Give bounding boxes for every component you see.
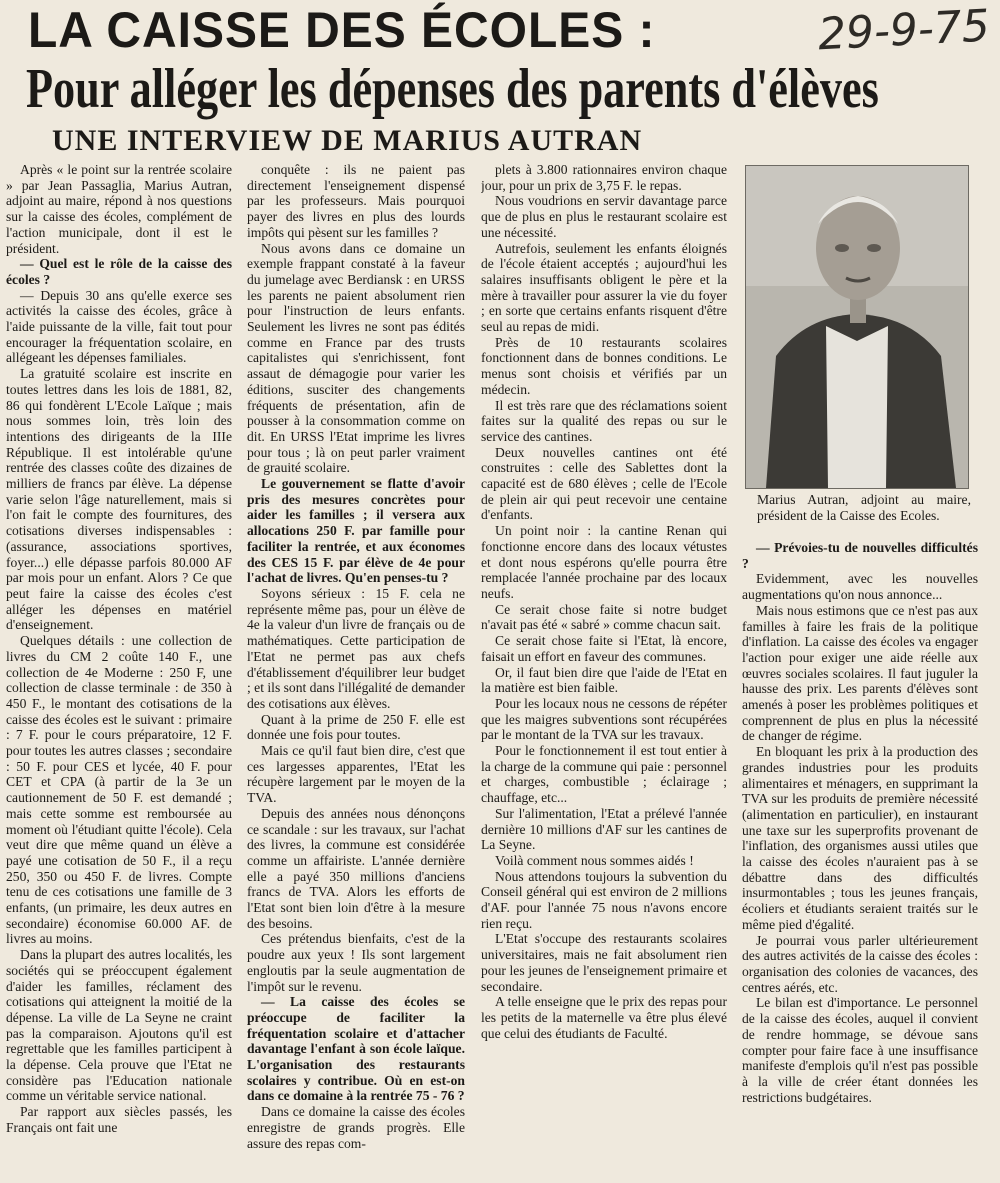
article-column-2 (247, 162, 465, 1180)
article-paragraph: Mais ce qu'il faut bien dire, c'est que ces largesses apparentes, l'Etat les récupère largement par le moyen de la TVA. (247, 743, 465, 806)
article-paragraph: Or, il faut bien dire que l'aide de l'Etat en la matière est bien faible. (481, 664, 727, 696)
article-paragraph: Ce serait chose faite si l'Etat, là encore, faisait un effort en faveur des communes. (481, 633, 727, 664)
article-paragraph: Dans ce domaine la caisse des écoles enregistre de grands progrès. Elle assure des repas com- (247, 1104, 465, 1151)
article-paragraph: Mais nous estimons que ce n'est pas aux familles à faire les frais de la politique d'inflation. La caisse des écoles va engager l'action pour exiger une aide réelle aux œuvres sociales scolaires. Il faut juguler la hausse des prix. Les parents d'élèves sont amenés à poser les problèmes politiques et comprennent de plus en plus la nécessité de changer de régime. (742, 602, 978, 744)
article-column-3 (481, 162, 727, 1180)
photo-caption: Marius Autran, adjoint au maire, président de la Caisse des Ecoles. (757, 492, 971, 523)
interview-question: — Quel est le rôle de la caisse des écoles ? (6, 256, 232, 287)
article-paragraph: Nous voudrions en servir davantage parce que de plus en plus le restaurant scolaire est une nécessité. (481, 193, 727, 240)
article-paragraph: A telle enseigne que le prix des repas pour les petits de la maternelle va être plus élevé que celui des étudiants de Faculté. (481, 994, 727, 1041)
article-paragraph: Autrefois, seulement les enfants éloignés de l'école étaient acceptés ; aujourd'hui les salaires insuffisants obligent le père et la mère à travailler pour assurer la vie du foyer ; en sorte que certains enfants risquent d'être seul au repas de midi. (481, 240, 727, 335)
portrait-illustration (746, 166, 968, 488)
article-paragraph: — Depuis 30 ans qu'elle exerce ses activités la caisse des écoles, grâce à l'aide puissante de la ville, fait tout pour encourager la fréquentation scolaire, en allégeant les dépenses familiales. (6, 287, 232, 366)
article-paragraph: Sur l'alimentation, l'Etat a prélevé l'année dernière 10 millions d'AF sur les cantines de La Seyne. (481, 805, 727, 853)
article-paragraph: Dans la plupart des autres localités, les sociétés qui se préoccupent également d'aider les familles, réclament des cotisations qui atteignent la moitié de la dépense. La ville de La Seyne ne craint pas la comparaison. Ajoutons qu'il est regrettable que les familles participent à la dépense. Cela prouve que l'Etat ne considère pas l'Education nationale comme un véritable service national. (6, 947, 232, 1104)
headline-line-1: LA CAISSE DES ÉCOLES : (28, 2, 656, 58)
portrait-photo (745, 165, 969, 489)
article-paragraph: Soyons sérieux : 15 F. cela ne représente même pas, pour un élève de 4e la valeur d'un livre de français ou de mathématiques. Cette participation de l'Etat ne permet pas aux chefs d'établissement d'équilibrer leur budget ; et ils sont dans l'illégalité de demander des cotisations aux élèves. (247, 585, 465, 711)
article-paragraph: Par rapport aux siècles passés, les Français ont fait une (6, 1104, 232, 1135)
article-paragraph: Ce serait chose faite si notre budget n'avait pas été « sabré » comme chacun sait. (481, 601, 727, 633)
subheadline: UNE INTERVIEW DE MARIUS AUTRAN (52, 124, 643, 157)
article-paragraph: Après « le point sur la rentrée scolaire » par Jean Passaglia, Marius Autran, adjoint au maire, répond à nos questions sur la caisse des écoles, complément de l'action municipale, dont il est le président. (6, 162, 232, 256)
interview-question: Le gouvernement se flatte d'avoir pris des mesures concrètes pour aider les familles ; il versera aux allocations 250 F. par famille pour faciliter la rentrée, et aux économes des CES 15 F. par élève de 4e pour l'achat de livres. Qu'en penses-tu ? (247, 476, 465, 586)
article-paragraph: conquête : ils ne paient pas directement l'enseignement dispensé par les professeurs. Mais pourquoi payer des livres en plus des lourds impôts qui pèsent sur les familles ? (247, 162, 465, 240)
article-paragraph: Deux nouvelles cantines ont été construites : celle des Sablettes dont la capacité est de 680 élèves ; celle de l'Ecole de plein air qui peut recevoir une centaine d'enfants. (481, 444, 727, 523)
article-paragraph: Je pourrai vous parler ultérieurement des autres activités de la caisse des écoles : organisation des colonies de vacances, des centres aérés, etc. (742, 932, 978, 995)
article-column-4 (742, 540, 978, 1180)
article-paragraph: Un point noir : la cantine Renan qui fonctionne encore dans des locaux vétustes et dont nous espérons qu'elle pourra être remplacée l'année prochaine par des locaux neufs. (481, 523, 727, 601)
interview-question: — Prévoies-tu de nouvelles difficultés ? (742, 540, 978, 571)
article-paragraph: Pour les locaux nous ne cessons de répéter que les maigres subventions sont récupérées par le montant de la TVA sur les travaux. (481, 695, 727, 743)
article-paragraph: plets à 3.800 rationnaires environ chaque jour, pour un prix de 3,75 F. le repas. (481, 162, 727, 193)
article-paragraph: Nous attendons toujours la subvention du Conseil général qui est environ de 2 millions d'AF. pour l'année 75 nous n'avons encore rien reçu. (481, 868, 727, 931)
article-paragraph: Le bilan est d'importance. Le personnel de la caisse des écoles, auquel il convient de rendre hommage, se dévoue sans compter pour faire face à une insuffisance manifeste d'emplois qu'il n'est pas possible à la ville de créer étant données les restrictions budgétaires. (742, 995, 978, 1105)
article-paragraph: Voilà comment nous sommes aidés ! (495, 852, 694, 868)
article-paragraph: L'Etat s'occupe des restaurants scolaires universitaires, mais ne fait absolument rien pour les jeunes de l'enseignement primaire et secondaire. (481, 931, 727, 994)
headline-line-2: Pour alléger les dépenses des parents d'élèves (26, 58, 879, 120)
article-paragraph: Depuis des années nous dénonçons ce scandale : sur les travaux, sur l'achat des livres, la commune est considérée comme un affairiste. L'année dernière elle a payé 350 millions d'anciens francs de TVA. Alors les efforts de l'Etat sont bien loin d'être à la mesure des besoins. (247, 805, 465, 931)
article-paragraph: En bloquant les prix à la production des grandes industries pour les produits alimentaires et ménagers, en supprimant la TVA sur les produits de première nécessité (alimentation en particulier), en instaurant une taxe sur les superprofits provenant de l'inflation, des organismes aussi utiles que la caisse des écoles n'auraient pas à se débattre dans des difficultés insurmontables ; tous les jeunes français, écoliers et étudiants seraient traités sur le même pied d'égalité. (742, 744, 978, 932)
handwritten-date: 29-9-75 (816, 0, 991, 61)
article-paragraph: La gratuité scolaire est inscrite en toutes lettres dans les lois de 1881, 82, 86 qui fondèrent L'Ecole Laïque ; mais nous sommes loin, très loin des intentions des dirigeants de la IIIe République. Il est intolérable qu'une rentrée des classes coûte des dizaines de milliers de francs par élève. La dépense varie selon l'âge naturellement, mais si l'on fait le compte des fournitures, des cotisations diverses indispensables : (assurance, associations sportives, foyer...) elle dépasse parfois 80.000 AF par mois pour un enfant. Alors ? Ce que peut faire la caisse des écoles c'est alléger les dépenses en matériel d'enseignement. (6, 366, 232, 633)
article-paragraph: Près de 10 restaurants scolaires fonctionnent dans de bonnes conditions. Le menus sont choisis et vérifiés par un médecin. (481, 334, 727, 397)
article-column-1 (6, 162, 232, 1180)
article-paragraph: Evidemment, avec les nouvelles augmentations qu'on nous annonce... (742, 571, 978, 603)
article-paragraph: Quelques détails : une collection de livres du CM 2 coûte 140 F., une collection de 4e Moderne : 250 F, une collection de classe terminale : de 350 à 450 F., le montant des cotisations de la caisse des écoles est le suivant : primaire : 7 F. pour le cours préparatoire, 12 F. pour toutes les autres classes ; secondaire : 50 F. pour CES et lycée, 40 F. pour CET et CPA (à partir de la 3e un cautionnement de 50 F. est demandé ; mais cette somme est remboursée au moment où l'étudiant quitte l'école). Cela veut dire que même quand un élève a payé une cotisation de 50 F., il a reçu 250, 350 ou 450 F. de livres. Compte tenu de ces cotisations une famille de 3 enfants, (un primaire, les deux autres en secondaire) économise 60.000 AF. de livres au moins. (6, 633, 232, 947)
article-paragraph: Il est très rare que des réclamations soient faites sur la qualité des repas ou sur le service des cantines. (481, 397, 727, 444)
article-paragraph: Ces prétendus bienfaits, c'est de la poudre aux yeux ! Ils sont largement engloutis par la seule augmentation de l'impôt sur le revenu. (247, 931, 465, 994)
interview-question: — La caisse des écoles se préoccupe de faciliter la fréquentation scolaire et d'attacher davantage l'enfant à son école laïque. L'organisation des restaurants scolaires y contribue. Où en est-on dans ce domaine à la rentrée 75 - 76 ? (247, 994, 465, 1104)
article-paragraph: Nous avons dans ce domaine un exemple frappant constaté à la faveur du jumelage avec Berdiansk : en URSS les parents ne paient absolument rien pour l'instruction de leurs enfants. Seulement les livres ne sont pas édités comme en France par des trusts capitalistes qui s'enrichissent, font assaut de démagogie pour varier les éditions, susciter des changements fréquents de présentation, afin de pousser à la consommation comme on dit. En URSS l'Etat imprime les livres pour tous ; là on peut parler vraiment de grauité scolaire. (247, 240, 465, 476)
article-paragraph: Quant à la prime de 250 F. elle est donnée une fois pour toutes. (247, 711, 465, 743)
article-paragraph: Pour le fonctionnement il est tout entier à la charge de la commune qui paie : personnel et charges, combustible ; éclairage ; chauffage, etc... (481, 743, 727, 806)
